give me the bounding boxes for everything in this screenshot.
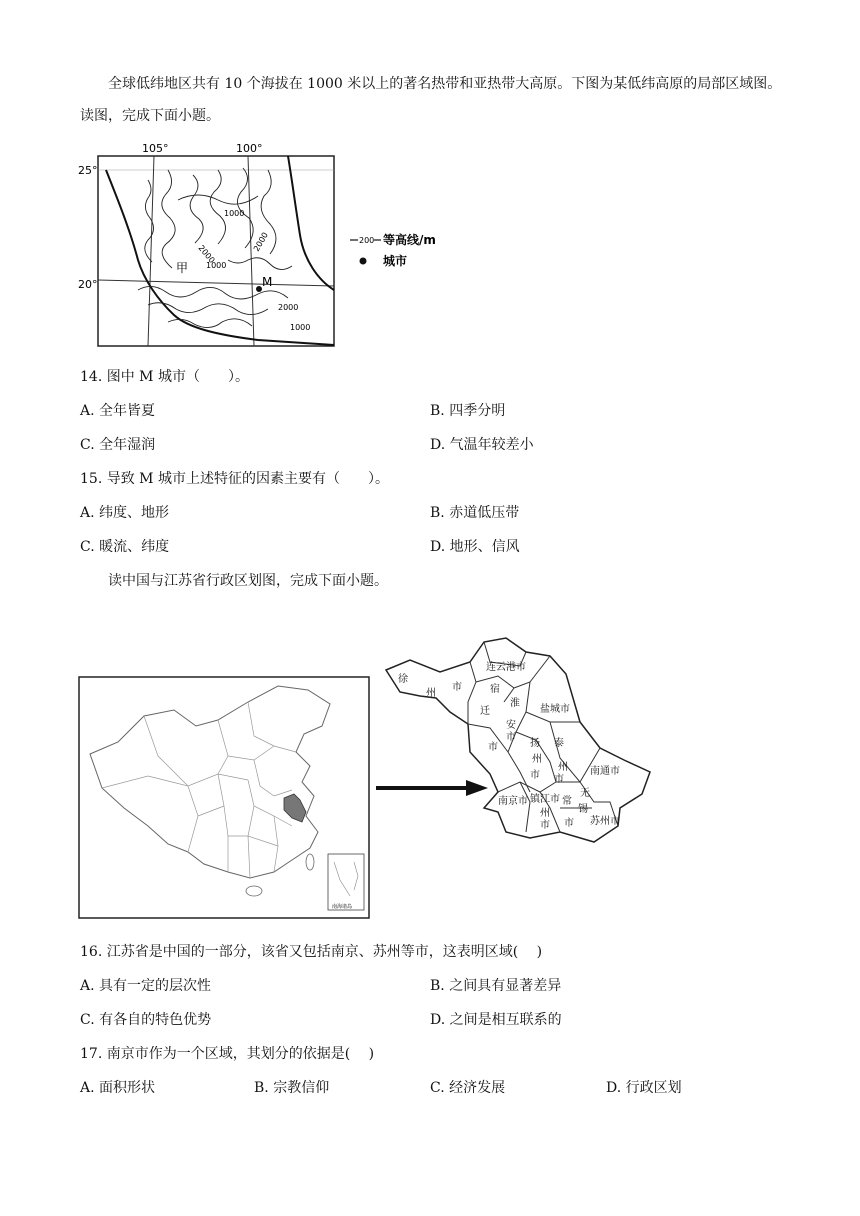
city-label-shi: 市 xyxy=(554,774,564,785)
q17-option-b[interactable]: B. 宗教信仰 xyxy=(254,1080,330,1096)
lat-label-20: 20° xyxy=(78,278,98,291)
contour-label: 1000 xyxy=(206,261,227,270)
city-label-nanjing: 南京市 xyxy=(498,796,528,807)
city-label-zhou: 州 xyxy=(558,762,568,773)
city-label-an: 安 xyxy=(506,720,516,731)
east-coastline xyxy=(288,156,334,290)
city-label-suzhou: 苏州市 xyxy=(590,816,620,827)
q16-option-c[interactable]: C. 有各自的特色优势 xyxy=(80,1012,212,1028)
q15-option-b[interactable]: B. 赤道低压带 xyxy=(430,505,520,521)
city-label-su: 宿 xyxy=(490,684,500,695)
longitude-line-105 xyxy=(148,156,154,346)
longitude-line-100 xyxy=(248,156,254,346)
city-label-zhenjiang: 镇江市 xyxy=(530,794,560,805)
city-label-shi: 市 xyxy=(564,818,574,829)
contour-label: 2000 xyxy=(251,230,270,253)
q16-option-d[interactable]: D. 之间是相互联系的 xyxy=(430,1012,562,1028)
city-label-chang: 常 xyxy=(562,796,572,807)
q15-option-a[interactable]: A. 纬度、地形 xyxy=(80,505,170,521)
q15-option-d[interactable]: D. 地形、信风 xyxy=(430,539,520,555)
intro-paragraph-2: 读中国与江苏省行政区划图，完成下面小题。 xyxy=(108,573,388,589)
city-label-yancheng: 盐城市 xyxy=(540,704,570,715)
plateau-contour-map xyxy=(78,140,438,352)
city-label-zhou: 州 xyxy=(540,808,550,819)
city-label-tai: 泰 xyxy=(554,738,564,749)
legend-city-dot xyxy=(360,258,367,265)
city-label-xi: 锡 xyxy=(578,804,588,815)
lon-label-100: 100° xyxy=(236,142,263,155)
contour-lines xyxy=(138,168,292,328)
city-label-qian: 迁 xyxy=(480,706,490,717)
q17-option-c[interactable]: C. 经济发展 xyxy=(430,1080,506,1096)
q14-option-c[interactable]: C. 全年湿润 xyxy=(80,437,156,453)
legend-contour-value: 200 xyxy=(359,236,375,245)
lon-label-105: 105° xyxy=(142,142,169,155)
question-16-stem: 16. 江苏省是中国的一部分，该省又包括南京、苏州等市，这表明区域( ) xyxy=(80,944,543,960)
china-admin-map xyxy=(78,676,372,920)
question-14-stem: 14. 图中 M 城市（ ）。 xyxy=(80,369,249,385)
legend-contour-text: 等高线/m xyxy=(383,233,436,247)
contour-label: 2000 xyxy=(278,303,299,312)
contour-label: 1000 xyxy=(290,323,311,332)
latitude-line-20 xyxy=(98,280,334,286)
q16-option-a[interactable]: A. 具有一定的层次性 xyxy=(80,978,212,994)
legend-city-text: 城市 xyxy=(383,254,408,268)
q16-option-b[interactable]: B. 之间具有显著差异 xyxy=(430,978,562,994)
south-sea-inset xyxy=(328,854,364,910)
city-label-shi: 市 xyxy=(506,732,516,743)
lat-label-25: 25° xyxy=(78,164,98,177)
city-label-lianyungang: 连云港市 xyxy=(486,662,526,673)
question-15-stem: 15. 导致 M 城市上述特征的因素主要有（ ）。 xyxy=(80,471,389,487)
region-jia-label: 甲 xyxy=(176,261,189,275)
city-label-shi: 市 xyxy=(488,742,498,753)
jiangsu-admin-map xyxy=(380,632,660,852)
q17-option-d[interactable]: D. 行政区划 xyxy=(606,1080,682,1096)
city-label-xu: 徐 xyxy=(398,674,408,685)
city-label-huai: 淮 xyxy=(510,698,520,709)
q14-option-d[interactable]: D. 气温年较差小 xyxy=(430,437,534,453)
hainan-island xyxy=(246,886,262,896)
city-label-zhou: 州 xyxy=(532,754,542,765)
q15-option-c[interactable]: C. 暖流、纬度 xyxy=(80,539,170,555)
city-label-shi: 市 xyxy=(540,820,550,831)
west-coastline xyxy=(106,170,334,345)
contour-label: 2000 xyxy=(196,243,217,265)
question-17-stem: 17. 南京市作为一个区域，其划分的依据是( ) xyxy=(80,1046,375,1062)
city-label-shi: 市 xyxy=(530,770,540,781)
q14-option-a[interactable]: A. 全年皆夏 xyxy=(80,403,156,419)
city-label-nantong: 南通市 xyxy=(590,766,620,777)
contour-label: 1000 xyxy=(224,209,245,218)
taiwan-island xyxy=(306,854,314,870)
intro-paragraph-1: 全球低纬地区共有 10 个海拔在 1000 米以上的著名热带和亚热带大高原。下图为某低纬高原的局部区域图。读图，完成下面小题。 xyxy=(80,76,782,124)
q17-option-a[interactable]: A. 面积形状 xyxy=(80,1080,156,1096)
q14-option-b[interactable]: B. 四季分明 xyxy=(430,403,506,419)
city-m-label: M xyxy=(262,275,273,289)
city-label-shi: 市 xyxy=(452,682,462,693)
south-sea-label: 南海诸岛 xyxy=(332,904,353,910)
city-label-zhou: 州 xyxy=(426,688,436,699)
map-frame xyxy=(98,156,334,346)
city-label-yang: 扬 xyxy=(530,738,540,749)
city-label-wu: 无 xyxy=(580,788,590,799)
